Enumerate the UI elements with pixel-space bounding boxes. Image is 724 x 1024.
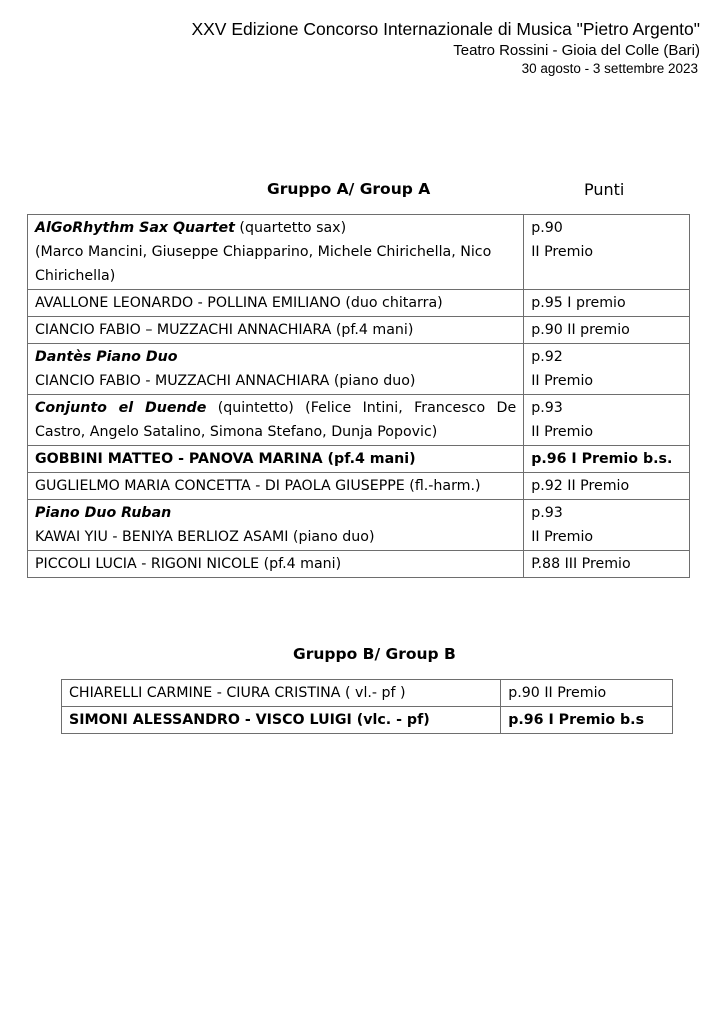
ensemble-members: (Marco Mancini, Giuseppe Chiapparino, Michele Chirichella, Nico Chirichella) <box>35 244 492 284</box>
group-b-table <box>61 679 673 734</box>
ensemble-type: (quartetto sax) <box>234 220 347 236</box>
table-row <box>62 680 673 707</box>
result-cell <box>524 215 690 290</box>
ensemble-cell <box>28 500 524 551</box>
result-cell <box>524 395 690 446</box>
table-row <box>28 344 690 395</box>
competitor-cell: AVALLONE LEONARDO - POLLINA EMILIANO (duo chitarra) <box>28 290 524 317</box>
ensemble-cell <box>28 395 524 446</box>
result-cell: p.90 II Premio <box>501 680 673 707</box>
table-row <box>28 500 690 551</box>
prize-value: II Premio <box>531 373 594 389</box>
competitor-cell: SIMONI ALESSANDRO - VISCO LUIGI (vlc. - pf) <box>62 707 501 734</box>
points-value: p.90 <box>531 220 563 236</box>
competitor-cell: GOBBINI MATTEO - PANOVA MARINA (pf.4 mani) <box>28 446 524 473</box>
table-row <box>28 290 690 317</box>
points-column-header: Punti <box>584 180 625 199</box>
competitor-cell: CIANCIO FABIO – MUZZACHI ANNACHIARA (pf.4 mani) <box>28 317 524 344</box>
ensemble-cell <box>28 215 524 290</box>
prize-value: II Premio <box>531 529 594 545</box>
ensemble-name: Piano Duo Ruban <box>35 505 172 521</box>
result-cell: p.95 I premio <box>524 290 690 317</box>
result-cell: p.90 II premio <box>524 317 690 344</box>
ensemble-cell <box>28 344 524 395</box>
group-b-title: Gruppo B/ Group B <box>293 645 456 663</box>
points-value: p.92 <box>531 349 563 365</box>
competitor-cell: PICCOLI LUCIA - RIGONI NICOLE (pf.4 mani) <box>28 551 524 578</box>
document-venue: Teatro Rossini - Gioia del Colle (Bari) <box>453 42 700 59</box>
table-row <box>28 551 690 578</box>
table-row <box>28 215 690 290</box>
ensemble-name: AlGoRhythm Sax Quartet <box>35 220 235 236</box>
result-cell: p.96 I Premio b.s. <box>524 446 690 473</box>
result-cell <box>524 344 690 395</box>
group-a-table <box>27 214 690 578</box>
ensemble-name: Dantès Piano Duo <box>35 349 178 365</box>
points-value: p.93 <box>531 400 563 416</box>
result-cell: p.96 I Premio b.s <box>501 707 673 734</box>
group-a-title: Gruppo A/ Group A <box>267 180 431 198</box>
prize-value: II Premio <box>531 424 594 440</box>
table-row <box>62 707 673 734</box>
table-row <box>28 317 690 344</box>
result-cell: p.92 II Premio <box>524 473 690 500</box>
table-row <box>28 395 690 446</box>
prize-value: II Premio <box>531 244 594 260</box>
ensemble-members: (quintetto) (Felice Intini, Francesco De Castro, Angelo Satalino, Simona Stefano, Dunja Popovic) <box>35 400 517 440</box>
table-row <box>28 446 690 473</box>
ensemble-members: CIANCIO FABIO - MUZZACHI ANNACHIARA (piano duo) <box>35 373 416 389</box>
points-value: p.93 <box>531 505 563 521</box>
document-title: XXV Edizione Concorso Internazionale di Musica "Pietro Argento" <box>191 19 700 39</box>
result-cell: P.88 III Premio <box>524 551 690 578</box>
table-row <box>28 473 690 500</box>
ensemble-name: Conjunto el Duende <box>35 400 207 416</box>
result-cell <box>524 500 690 551</box>
competitor-cell: CHIARELLI CARMINE - CIURA CRISTINA ( vl.- pf ) <box>62 680 501 707</box>
ensemble-members: KAWAI YIU - BENIYA BERLIOZ ASAMI (piano duo) <box>35 529 375 545</box>
competitor-cell: GUGLIELMO MARIA CONCETTA - DI PAOLA GIUSEPPE (fl.-harm.) <box>28 473 524 500</box>
document-dates: 30 agosto - 3 settembre 2023 <box>521 61 698 76</box>
